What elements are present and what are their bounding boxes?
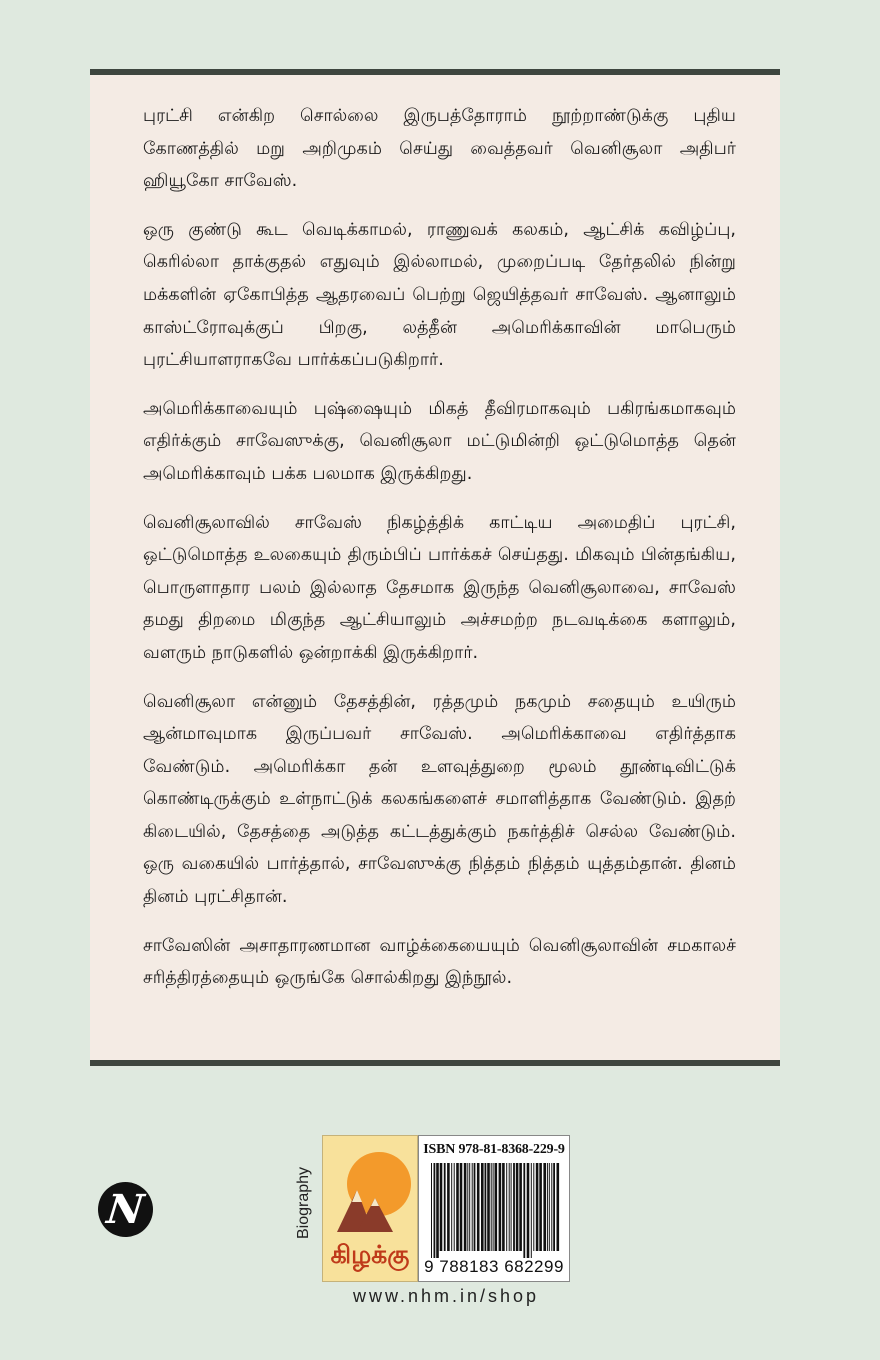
barcode-bar	[549, 1163, 550, 1251]
barcode-bar	[431, 1163, 432, 1258]
barcode-bar	[506, 1163, 507, 1251]
sun-mountain-icon	[323, 1136, 418, 1246]
isbn-label: ISBN 978-81-8368-229-9	[423, 1142, 565, 1157]
category-label-text: Biography	[295, 1166, 312, 1240]
barcode-bar	[434, 1163, 436, 1258]
barcode-bar	[547, 1163, 548, 1251]
barcode-bar	[451, 1163, 452, 1251]
barcode-bar	[436, 1163, 439, 1258]
barcode-bar	[499, 1163, 502, 1251]
barcode-bar	[493, 1163, 494, 1251]
barcode-icon	[429, 1163, 561, 1258]
barcode-bar	[509, 1163, 510, 1251]
barcode-bar	[551, 1163, 552, 1251]
barcode-bar	[553, 1163, 555, 1251]
barcode-bar	[464, 1163, 467, 1251]
barcode-bar	[495, 1163, 498, 1251]
blurb-paragraph-3: அமெரிக்காவையும் புஷ்ஷையும் மிகத் தீவிரமாகவும் பகிரங்கமாகவும் எதிர்க்கும் சாவேஸுக்கு, வெனிசூலா மட்டுமின்றி ஒட்டுமொத்த தென் அமெரிக்காவும் பக்க பலமாக இருக்கிறது.	[143, 398, 736, 484]
barcode-bar	[519, 1163, 522, 1251]
barcode-bar	[460, 1163, 463, 1251]
barcode-bar	[469, 1163, 470, 1251]
barcode-bar	[536, 1163, 539, 1251]
publisher-logo	[322, 1135, 418, 1282]
barcode-bar	[456, 1163, 459, 1251]
barcode-block	[418, 1135, 570, 1282]
barcode-digits: 9 788183 682299	[424, 1257, 564, 1276]
blurb-paragraph-4: வெனிசூலாவில் சாவேஸ் நிகழ்த்திக் காட்டிய அமைதிப் புரட்சி, ஒட்டுமொத்த உலகையும் திரும்பிப் பார்க்கச் செய்தது. மிகவும் பின்தங்கிய, பொருளாதார பலம் இல்லாத தேசமாக இருந்த வெனிசூலாவை, சாவேஸ் தமது திறமை மிகுந்த ஆட்சியாலும் அச்சமற்ற நடவடிக்கை களாலும், வளரும் நாடுகளில் ஒன்றாக்கி இருக்கிறார்.	[143, 512, 736, 663]
barcode-bar	[487, 1163, 490, 1251]
barcode-bar	[474, 1163, 476, 1251]
blurb-paragraph-5: வெனிசூலா என்னும் தேசத்தின், ரத்தமும் நகமும் சதையும் உயிரும் ஆன்மாவுமாக இருப்பவர் சாவேஸ். அமெரிக்காவை எதிர்த்தாக வேண்டும். அமெரிக்கா தன் உளவுத்துறை மூலம் தூண்டிவிட்டுக் கொண்டிருக்கும் உள்நாட்டுக் கலகங்களைச் சமாளித்தாக வேண்டும். இதற் கிடையில், தேசத்தை அடுத்த கட்டத்துக்கும் நகர்த்திச் செல்ல வேண்டும். ஒரு வகையில் பார்த்தால், சாவேஸுக்கு நித்தம் நித்தம் யுத்தம்தான். தினம் தினம் புரட்சிதான்.	[143, 691, 736, 908]
blurb-paragraph-2: ஒரு குண்டு கூட வெடிக்காமல், ராணுவக் கலகம், ஆட்சிக் கவிழ்ப்பு, கெரில்லா தாக்குதல் எதுவும் இல்லாமல், முறைப்படி தேர்தலில் நின்று மக்களின் ஏகோபித்த ஆதரவைப் பெற்று ஜெயித்தவர் சாவேஸ். ஆனாலும் காஸ்ட்ரோவுக்குப் பிறகு, லத்தீன் அமெரிக்காவின் மாபெரும் புரட்சியாளராகவே பார்க்கப்படுகிறார்.	[143, 219, 736, 371]
barcode-bar	[472, 1163, 473, 1251]
barcode-bar	[531, 1163, 532, 1258]
barcode-bar	[444, 1163, 446, 1251]
barcode-bar	[467, 1163, 468, 1251]
barcode-bar	[511, 1163, 512, 1251]
barcode-bar	[440, 1163, 443, 1251]
back-cover-blurb	[143, 100, 736, 1011]
imprint-logo-icon	[98, 1182, 153, 1237]
barcode-bar	[491, 1163, 492, 1251]
publisher-name: கிழக்கு	[330, 1240, 410, 1269]
barcode-bar	[557, 1163, 560, 1251]
imprint-logo-letter: N	[104, 1185, 147, 1233]
panel-bottom-rule	[90, 1060, 780, 1066]
barcode-bar	[543, 1163, 546, 1251]
barcode-bar	[527, 1163, 530, 1258]
barcode-bar	[454, 1163, 455, 1251]
blurb-paragraph-6: சாவேஸின் அசாதாரணமான வாழ்க்கையையும் வெனிசூலாவின் சமகாலச் சரித்திரத்தையும் ஒருங்கே சொல்கிறது இந்நூல்.	[143, 935, 736, 989]
website-url: www.nhm.in/shop	[352, 1286, 540, 1306]
barcode-bar	[502, 1163, 505, 1251]
barcode-bar	[481, 1163, 484, 1251]
barcode-bar	[533, 1163, 534, 1251]
blurb-paragraph-1: புரட்சி என்கிற சொல்லை இருபத்தோராம் நூற்றாண்டுக்கு புதிய கோணத்தில் மறு அறிமுகம் செய்து வைத்தவர் வெனிசூலா அதிபர் ஹியூகோ சாவேஸ்.	[143, 106, 736, 192]
barcode-bar	[447, 1163, 450, 1251]
barcode-bar	[513, 1163, 515, 1251]
barcode-bar	[539, 1163, 542, 1251]
barcode-bar	[485, 1163, 487, 1251]
barcode-bar	[516, 1163, 519, 1251]
barcode-bar	[477, 1163, 480, 1251]
barcode-bar	[523, 1163, 525, 1258]
category-label	[282, 1148, 326, 1258]
